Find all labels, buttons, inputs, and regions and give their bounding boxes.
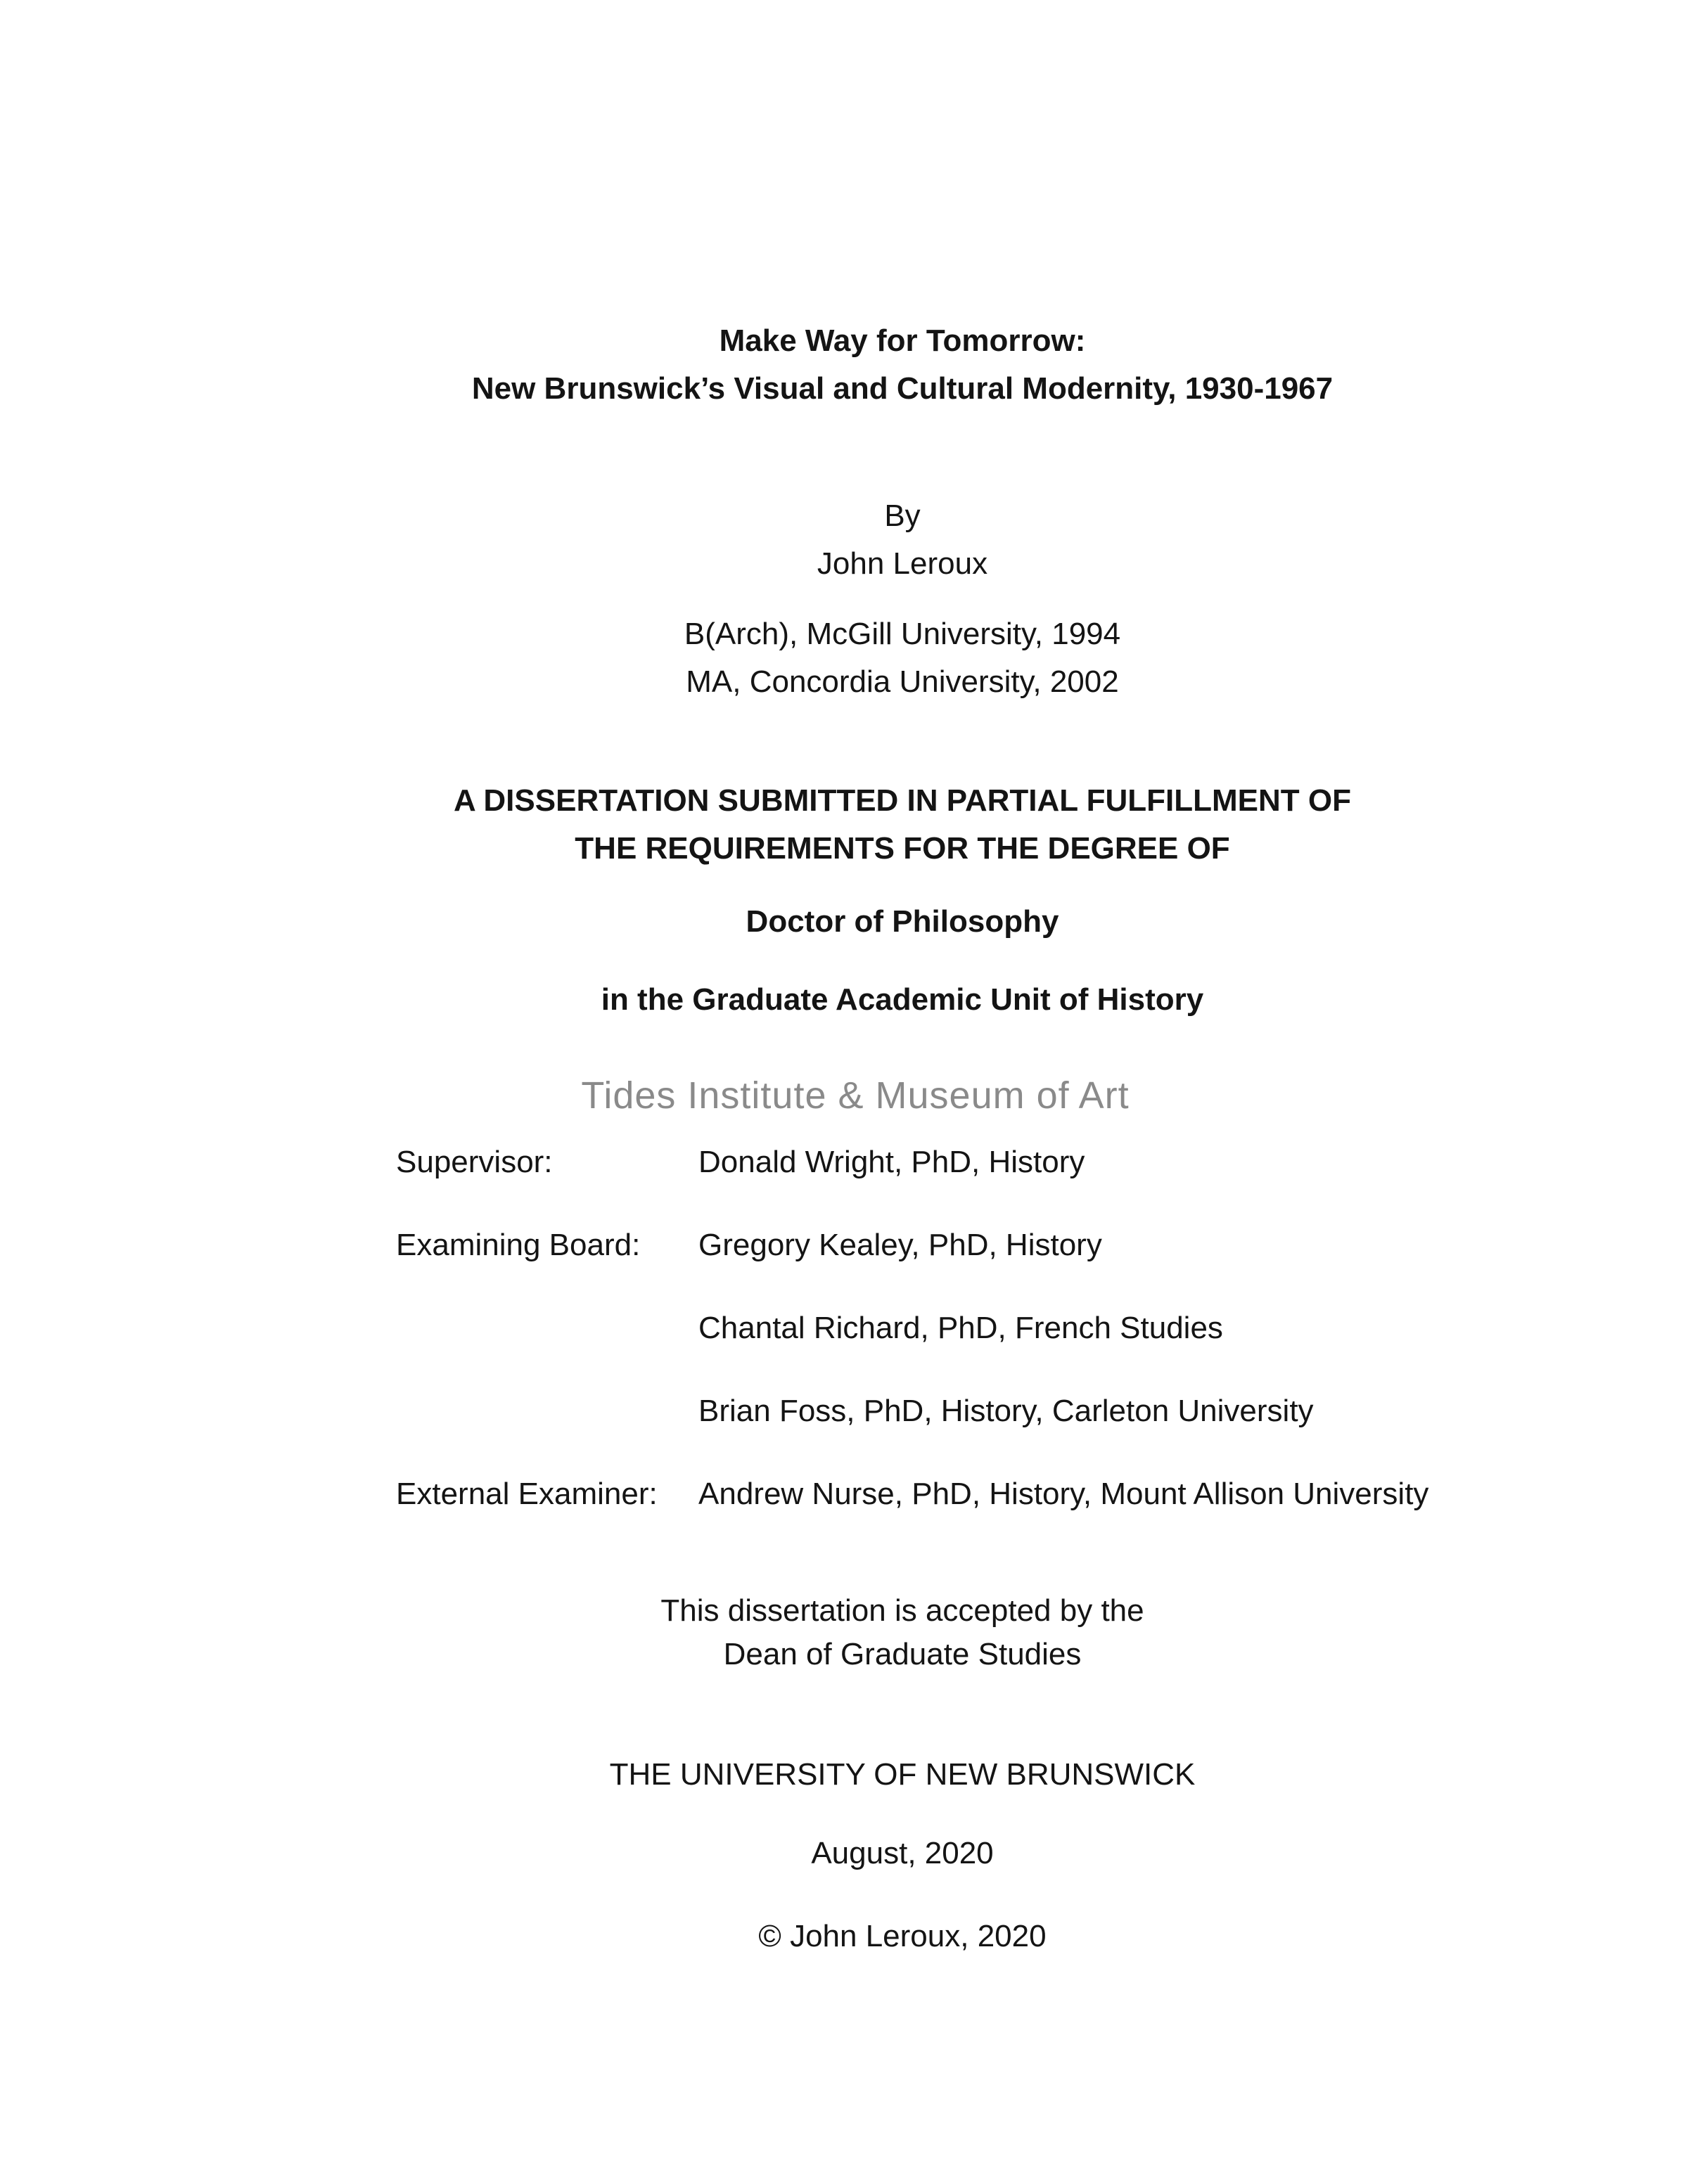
examining-board-member-2: Chantal Richard, PhD, French Studies xyxy=(698,1311,1223,1345)
title-line-2: New Brunswick’s Visual and Cultural Modernity, 1930-1967 xyxy=(471,371,1334,406)
acceptance-line-1: This dissertation is accepted by the xyxy=(660,1593,1144,1628)
committee-row-supervisor xyxy=(0,1138,1688,1186)
degree-name: Doctor of Philosophy xyxy=(746,904,1059,939)
title-line-1: Make Way for Tomorrow: xyxy=(719,323,1086,358)
submission-line-1: A DISSERTATION SUBMITTED IN PARTIAL FULFILLMENT OF xyxy=(454,783,1351,818)
supervisor-name: Donald Wright, PhD, History xyxy=(698,1145,1085,1179)
supervisor-label: Supervisor: xyxy=(396,1145,553,1179)
credential-line-1: B(Arch), McGill University, 1994 xyxy=(684,617,1121,651)
acceptance-line-2: Dean of Graduate Studies xyxy=(723,1637,1082,1671)
university-name: THE UNIVERSITY OF NEW BRUNSWICK xyxy=(609,1757,1196,1792)
copyright-notice: © John Leroux, 2020 xyxy=(758,1919,1047,1953)
committee-row-external-examiner xyxy=(0,1470,1688,1518)
committee-row-member-2 xyxy=(0,1304,1688,1352)
publication-date: August, 2020 xyxy=(811,1836,994,1870)
credentials-block xyxy=(117,610,1688,706)
examining-board-member-3: Brian Foss, PhD, History, Carleton University xyxy=(698,1394,1314,1428)
external-examiner-name: Andrew Nurse, PhD, History, Mount Allison University xyxy=(698,1477,1429,1511)
credential-line-2: MA, Concordia University, 2002 xyxy=(686,664,1119,699)
committee-row-examining-board xyxy=(0,1221,1688,1269)
library-stamp: Tides Institute & Museum of Art xyxy=(581,1074,1130,1117)
examining-board-label: Examining Board: xyxy=(396,1228,641,1262)
submission-statement xyxy=(117,777,1688,873)
dissertation-title xyxy=(117,317,1688,413)
examining-board-member-1: Gregory Kealey, PhD, History xyxy=(698,1228,1102,1262)
external-examiner-label: External Examiner: xyxy=(396,1477,658,1511)
author-name: John Leroux xyxy=(817,546,988,581)
committee-row-member-3 xyxy=(0,1387,1688,1435)
academic-unit: in the Graduate Academic Unit of History xyxy=(601,982,1204,1017)
acceptance-statement xyxy=(117,1589,1688,1676)
by-label: By xyxy=(884,499,921,533)
author-block xyxy=(117,492,1688,588)
submission-line-2: THE REQUIREMENTS FOR THE DEGREE OF xyxy=(575,831,1230,866)
